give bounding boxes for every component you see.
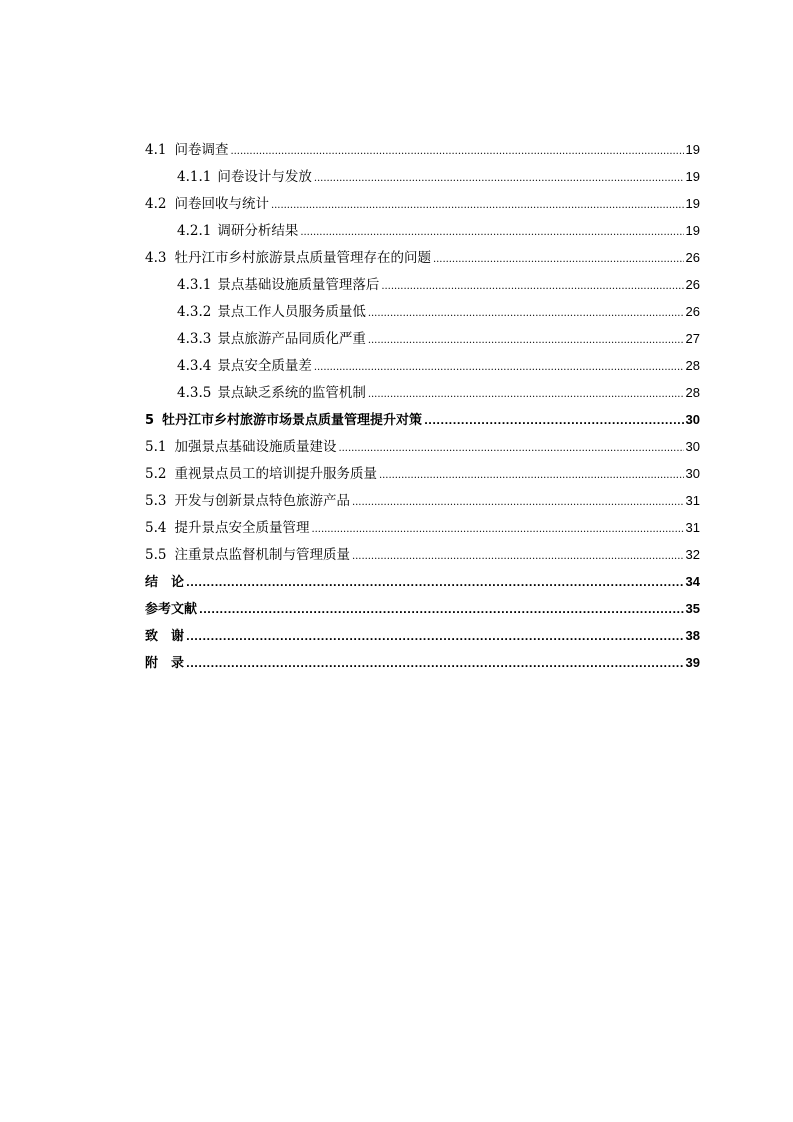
toc-title: 问卷回收与统计 xyxy=(174,196,269,212)
toc-number: 4.3.3 xyxy=(177,331,212,347)
toc-title: 开发与创新景点特色旅游产品 xyxy=(174,493,350,509)
toc-number: 5.3 xyxy=(145,493,167,509)
toc-number: 4.3 xyxy=(145,250,167,266)
toc-entry-references[interactable] xyxy=(145,595,700,622)
toc-entry-5-3[interactable] xyxy=(145,487,700,514)
toc-entry-5-5[interactable] xyxy=(145,541,700,568)
toc-page-number: 19 xyxy=(685,142,700,157)
toc-number: 4.2 xyxy=(145,196,167,212)
toc-leader-dots xyxy=(338,434,683,462)
toc-entry-4-1-1[interactable] xyxy=(145,163,700,190)
toc-leader-dots xyxy=(352,542,684,570)
toc-number: 5.2 xyxy=(145,466,167,482)
toc-number: 5 xyxy=(145,413,155,428)
toc-page-number: 19 xyxy=(685,169,700,184)
toc-number: 5.4 xyxy=(145,520,167,536)
toc-page-number: 19 xyxy=(685,223,700,238)
toc-entry-4-3-2[interactable] xyxy=(145,298,700,325)
toc-title: 景点旅游产品同质化严重 xyxy=(217,331,366,347)
toc-title: 问卷设计与发放 xyxy=(217,169,312,185)
toc-page-number: 32 xyxy=(685,547,700,562)
toc-entry-acknowledgements[interactable] xyxy=(145,622,700,649)
toc-leader-dots xyxy=(186,623,684,651)
toc-title: 加强景点基础设施质量建设 xyxy=(174,439,337,455)
toc-title: 问卷调查 xyxy=(174,142,229,158)
toc-entry-4-3-4[interactable] xyxy=(145,352,700,379)
toc-entry-chapter-5[interactable] xyxy=(145,406,700,433)
toc-number: 4.1.1 xyxy=(177,169,212,185)
toc-number: 4.3.5 xyxy=(177,385,212,401)
toc-leader-dots xyxy=(352,488,684,516)
toc-entry-4-1[interactable] xyxy=(145,136,700,163)
toc-title: 重视景点员工的培训提升服务质量 xyxy=(174,466,377,482)
toc-entry-4-3[interactable] xyxy=(145,244,700,271)
toc-page-number: 35 xyxy=(685,601,700,616)
toc-entry-4-2-1[interactable] xyxy=(145,217,700,244)
toc-leader-dots xyxy=(186,569,684,597)
toc-leader-dots xyxy=(424,407,683,435)
toc-entry-5-2[interactable] xyxy=(145,460,700,487)
toc-title: 提升景点安全质量管理 xyxy=(174,520,310,536)
toc-leader-dots xyxy=(368,380,684,408)
toc-page-number: 38 xyxy=(685,628,700,643)
toc-number: 4.2.1 xyxy=(177,223,212,239)
toc-title: 结 论 xyxy=(145,575,185,590)
toc-number: 4.1 xyxy=(145,142,167,158)
toc-title: 附 录 xyxy=(145,656,185,671)
toc-page-number: 31 xyxy=(685,520,700,535)
toc-page-number: 26 xyxy=(685,277,700,292)
toc-page-number: 30 xyxy=(685,466,700,481)
toc-title: 致 谢 xyxy=(145,629,185,644)
toc-title: 景点安全质量差 xyxy=(217,358,312,374)
toc-entry-4-3-3[interactable] xyxy=(145,325,700,352)
toc-leader-dots xyxy=(368,299,684,327)
toc-number: 4.3.4 xyxy=(177,358,212,374)
toc-page-number: 19 xyxy=(685,196,700,211)
toc-leader-dots xyxy=(379,461,684,489)
toc-leader-dots xyxy=(314,164,684,192)
toc-entry-4-3-1[interactable] xyxy=(145,271,700,298)
table-of-contents xyxy=(145,136,700,676)
toc-title: 注重景点监督机制与管理质量 xyxy=(174,547,350,563)
toc-leader-dots xyxy=(199,596,684,624)
toc-page-number: 28 xyxy=(685,358,700,373)
toc-leader-dots xyxy=(433,245,684,273)
toc-leader-dots xyxy=(300,218,683,246)
toc-page-number: 30 xyxy=(685,439,700,454)
toc-entry-4-3-5[interactable] xyxy=(145,379,700,406)
toc-title: 景点基础设施质量管理落后 xyxy=(217,277,380,293)
toc-page-number: 26 xyxy=(685,304,700,319)
toc-number: 5.5 xyxy=(145,547,167,563)
toc-leader-dots xyxy=(311,515,683,543)
toc-entry-4-2[interactable] xyxy=(145,190,700,217)
toc-entry-appendix[interactable] xyxy=(145,649,700,676)
toc-title: 景点工作人员服务质量低 xyxy=(217,304,366,320)
toc-title: 景点缺乏系统的监管机制 xyxy=(217,385,366,401)
toc-page-number: 34 xyxy=(685,574,700,589)
toc-page-number: 27 xyxy=(685,331,700,346)
toc-number: 4.3.2 xyxy=(177,304,212,320)
toc-page-number: 28 xyxy=(685,385,700,400)
toc-title: 参考文献 xyxy=(145,602,198,617)
toc-title: 调研分析结果 xyxy=(217,223,299,239)
toc-title: 牡丹江市乡村旅游市场景点质量管理提升对策 xyxy=(162,413,423,428)
toc-leader-dots xyxy=(381,272,683,300)
toc-leader-dots xyxy=(314,353,684,381)
toc-number: 4.3.1 xyxy=(177,277,212,293)
toc-leader-dots xyxy=(230,137,683,165)
toc-entry-5-1[interactable] xyxy=(145,433,700,460)
toc-page-number: 30 xyxy=(685,412,700,427)
toc-page-number: 39 xyxy=(685,655,700,670)
toc-entry-5-4[interactable] xyxy=(145,514,700,541)
toc-title: 牡丹江市乡村旅游景点质量管理存在的问题 xyxy=(174,250,431,266)
toc-leader-dots xyxy=(271,191,684,219)
toc-leader-dots xyxy=(186,650,684,678)
toc-page-number: 26 xyxy=(685,250,700,265)
toc-leader-dots xyxy=(368,326,684,354)
toc-entry-conclusion[interactable] xyxy=(145,568,700,595)
toc-page-number: 31 xyxy=(685,493,700,508)
toc-number: 5.1 xyxy=(145,439,167,455)
